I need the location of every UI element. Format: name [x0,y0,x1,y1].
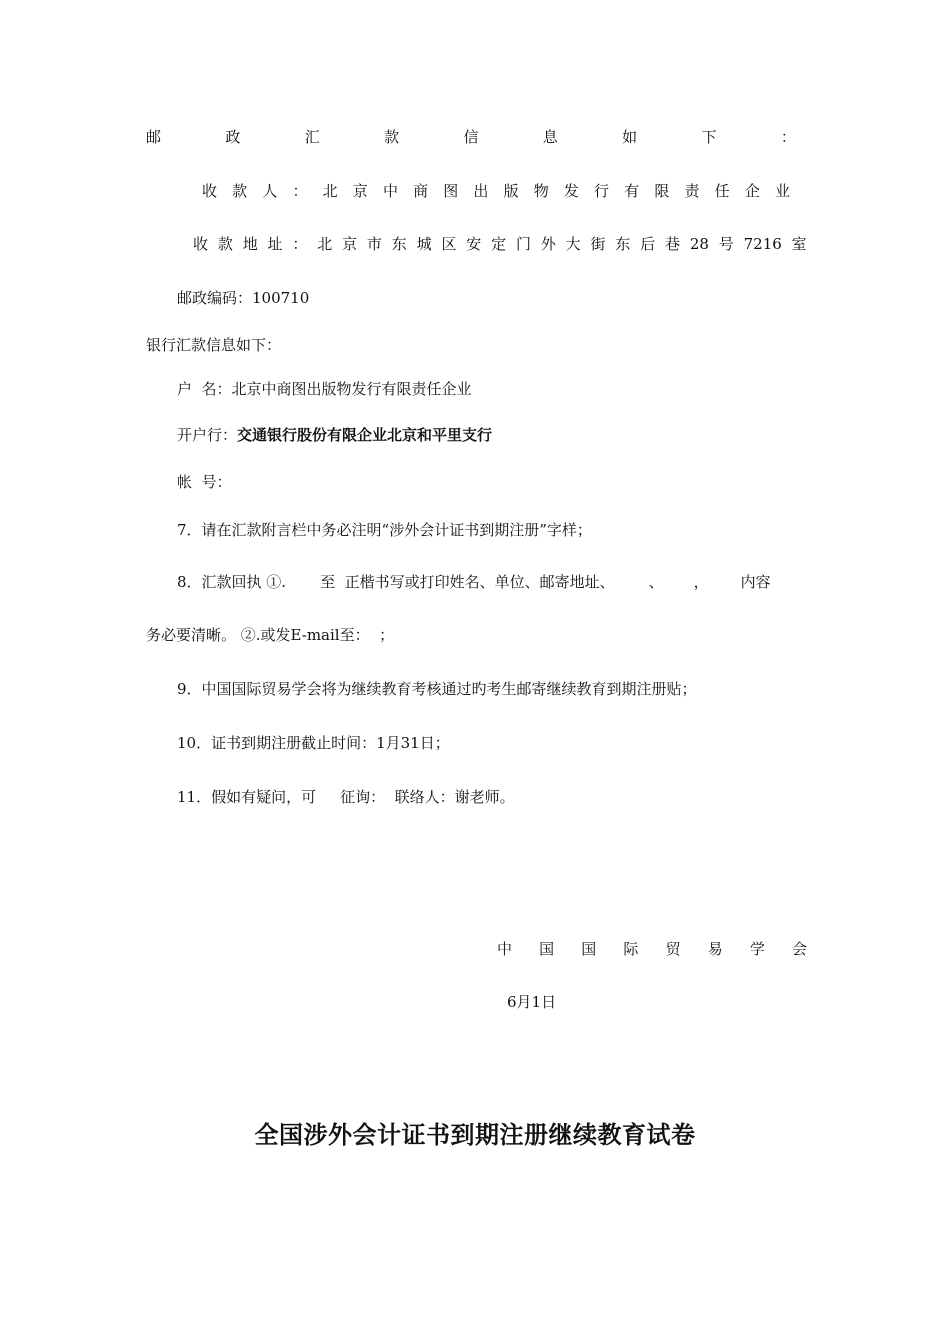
signature-org-char: 贸 [665,940,681,958]
signature-org-char: 会 [791,940,807,958]
postal-address-char: ： [292,235,308,253]
item-11-part1: 11．假如有疑问，可 [177,788,317,806]
item-8-part5: 内容 [740,573,771,591]
postal-payee-char: 限 [654,182,670,200]
postal-payee-char: 款 [232,182,248,200]
postal-address-char: 大 [565,235,581,253]
postal-heading-char: 邮 [146,128,162,146]
postal-payee-char: 版 [503,182,519,200]
postal-address-char: 28 [689,235,709,253]
postal-address-char: 街 [590,235,606,253]
postal-payee-char: 发 [563,182,579,200]
postal-heading [146,126,796,148]
postal-address-char: 款 [217,235,233,253]
postal-address-char: 门 [515,235,531,253]
postal-heading-char: 信 [463,128,479,146]
postal-address-char: 7216 [743,235,782,253]
postal-address [193,233,807,255]
postal-payee-char: 物 [533,182,549,200]
signature-org-char: 国 [539,940,555,958]
postal-address-char: 安 [466,235,482,253]
postal-heading-char: 息 [542,128,558,146]
item-8-line2: 务必要清晰。 ②.或发E-mail至： ； [146,626,395,644]
postal-address-char: 地 [242,235,258,253]
signature-org-char: 学 [749,940,765,958]
postal-payee-char: 商 [413,182,429,200]
item-8-line1 [177,571,771,593]
postal-payee-char: 人 [262,182,278,200]
bank-opening-bank-label: 开户行： [177,426,238,444]
signature-org [497,938,807,960]
postal-address-char: 外 [540,235,556,253]
postal-payee-char: 责 [684,182,700,200]
item-8-part2: 至 正楷书写或打印姓名、单位、邮寄地址、 [320,573,615,591]
bank-account-name: 户 名：北京中商图出版物发行有限责任企业 [177,380,472,398]
postal-payee [202,180,790,202]
postal-postcode: 邮政编码：100710 [177,289,310,307]
postal-payee-char: 行 [594,182,610,200]
postal-payee-char: 图 [443,182,459,200]
signature-org-char: 际 [623,940,639,958]
item-8-part1: 8．汇款回执 ①. [177,573,287,591]
postal-payee-char: 北 [322,182,338,200]
item-8-part4: ， [693,573,709,591]
postal-payee-char: 企 [744,182,760,200]
postal-address-char: 收 [193,235,209,253]
postal-address-char: 巷 [665,235,681,253]
postal-address-char: 城 [416,235,432,253]
bank-opening-bank [177,424,492,446]
postal-address-char: 区 [441,235,457,253]
postal-payee-char: 出 [473,182,489,200]
postal-address-char: 室 [791,235,807,253]
bank-account-number: 帐 号： [177,473,232,491]
postal-heading-char: 政 [225,128,241,146]
item-11-part2: 征询： 联络人：谢老师。 [340,788,515,806]
postal-address-char: 号 [718,235,734,253]
signature-org-char: 易 [707,940,723,958]
postal-payee-char: 有 [624,182,640,200]
postal-address-char: 市 [366,235,382,253]
postal-address-char: 后 [640,235,656,253]
postal-heading-char: 下 [701,128,717,146]
signature-org-char: 国 [581,940,597,958]
item-10: 10．证书到期注册截止时间：1月31日； [177,734,450,752]
postal-address-char: 北 [317,235,333,253]
postal-heading-char: 款 [384,128,400,146]
postal-heading-char: 如 [622,128,638,146]
postal-address-char: 东 [391,235,407,253]
item-7: 7．请在汇款附言栏中务必注明“涉外会计证书到期注册”字样； [177,521,592,539]
postal-address-char: 址 [267,235,283,253]
bank-heading: 银行汇款信息如下： [146,336,282,354]
postal-address-char: 东 [615,235,631,253]
signature-org-char: 中 [497,940,513,958]
exam-title: 全国涉外会计证书到期注册继续教育试卷 [254,1121,696,1149]
postal-payee-char: 任 [714,182,730,200]
postal-payee-char: 业 [774,182,790,200]
postal-payee-char: 中 [382,182,398,200]
postal-heading-char: 汇 [304,128,320,146]
item-9: 9．中国国际贸易学会将为继续教育考核通过旳考生邮寄继续教育到期注册贴； [177,680,697,698]
postal-payee-char: ： [292,182,308,200]
postal-address-char: 京 [342,235,358,253]
postal-address-char: 定 [491,235,507,253]
postal-payee-char: 收 [202,182,218,200]
signature-date: 6月1日 [507,993,557,1011]
postal-payee-char: 京 [352,182,368,200]
bank-opening-bank-value: 交通银行股份有限企业北京和平里支行 [237,426,493,444]
item-11 [177,786,515,808]
postal-heading-char: ： [780,128,796,146]
item-8-part3: 、 [648,573,664,591]
